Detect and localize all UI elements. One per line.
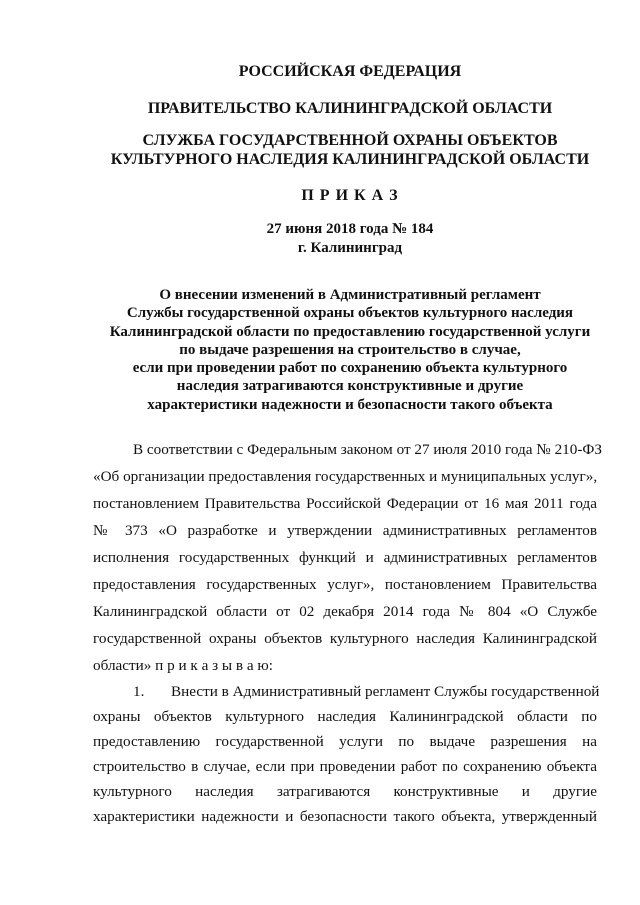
title-line: если при проведении работ по сохранению объекта культурного <box>132 360 568 377</box>
body-line: Калининградской области от 02 декабря 2014 года № 804 «О Службе <box>93 603 597 620</box>
body-line: Внести в Административный регламент Службы государственной <box>171 683 600 700</box>
body-line: государственной охраны объектов культурного наследия Калининградской <box>93 630 597 647</box>
title-line: по выдаче разрешения на строительство в случае, <box>179 341 521 358</box>
title-line: Калининградской области по предоставлению государственной услуги <box>109 323 591 340</box>
title-line: О внесении изменений в Административный регламент <box>159 287 541 303</box>
body-line: охраны объектов культурного наследия Калининградской области по <box>93 708 597 725</box>
body-line: области» п р и к а з ы в а ю: <box>93 657 273 674</box>
body-line: постановлением Правительства Российской Федерации от 16 мая 2011 года <box>93 495 597 512</box>
date-number: 27 июня 2018 года № 184 <box>266 221 434 237</box>
point-number: 1. <box>133 683 145 700</box>
federation-heading: РОССИЙСКАЯ ФЕДЕРАЦИЯ <box>238 63 462 80</box>
body-line: № 373 «О разработке и утверждении административных регламентов <box>93 522 597 539</box>
body-line: «Об организации предоставления государственных и муниципальных услуг», <box>93 468 598 485</box>
body-line: строительство в случае, если при проведении работ по сохранению объекта <box>93 758 597 775</box>
city: г. Калининград <box>297 240 403 256</box>
body-line: исполнения государственных функций и административных регламентов <box>93 549 597 566</box>
service-heading-line-1: СЛУЖБА ГОСУДАРСТВЕННОЙ ОХРАНЫ ОБЪЕКТОВ <box>142 132 558 149</box>
service-heading-line-2: КУЛЬТУРНОГО НАСЛЕДИЯ КАЛИНИНГРАДСКОЙ ОБЛАСТИ <box>110 151 590 168</box>
order-title <box>60 286 640 414</box>
body-line: характеристики надежности и безопасности такого объекта, утвержденный <box>93 808 597 825</box>
body-line: предоставления государственных услуг», постановлением Правительства <box>93 576 597 593</box>
document-type: П Р И К А З <box>301 187 399 204</box>
title-line: наследия затрагиваются конструктивные и другие <box>176 378 524 395</box>
body-line: предоставлению государственной услуги по выдаче разрешения на <box>93 733 597 750</box>
body-line: В соответствии с Федеральным законом от 27 июля 2010 года № 210-ФЗ <box>133 441 603 458</box>
title-line: характеристики надежности и безопасности такого объекта <box>147 396 553 413</box>
body-line: культурного наследия затрагиваются конструктивные и другие <box>93 783 597 800</box>
title-line: Службы государственной охраны объектов культурного наследия <box>126 305 574 322</box>
government-heading: ПРАВИТЕЛЬСТВО КАЛИНИНГРАДСКОЙ ОБЛАСТИ <box>147 100 553 117</box>
